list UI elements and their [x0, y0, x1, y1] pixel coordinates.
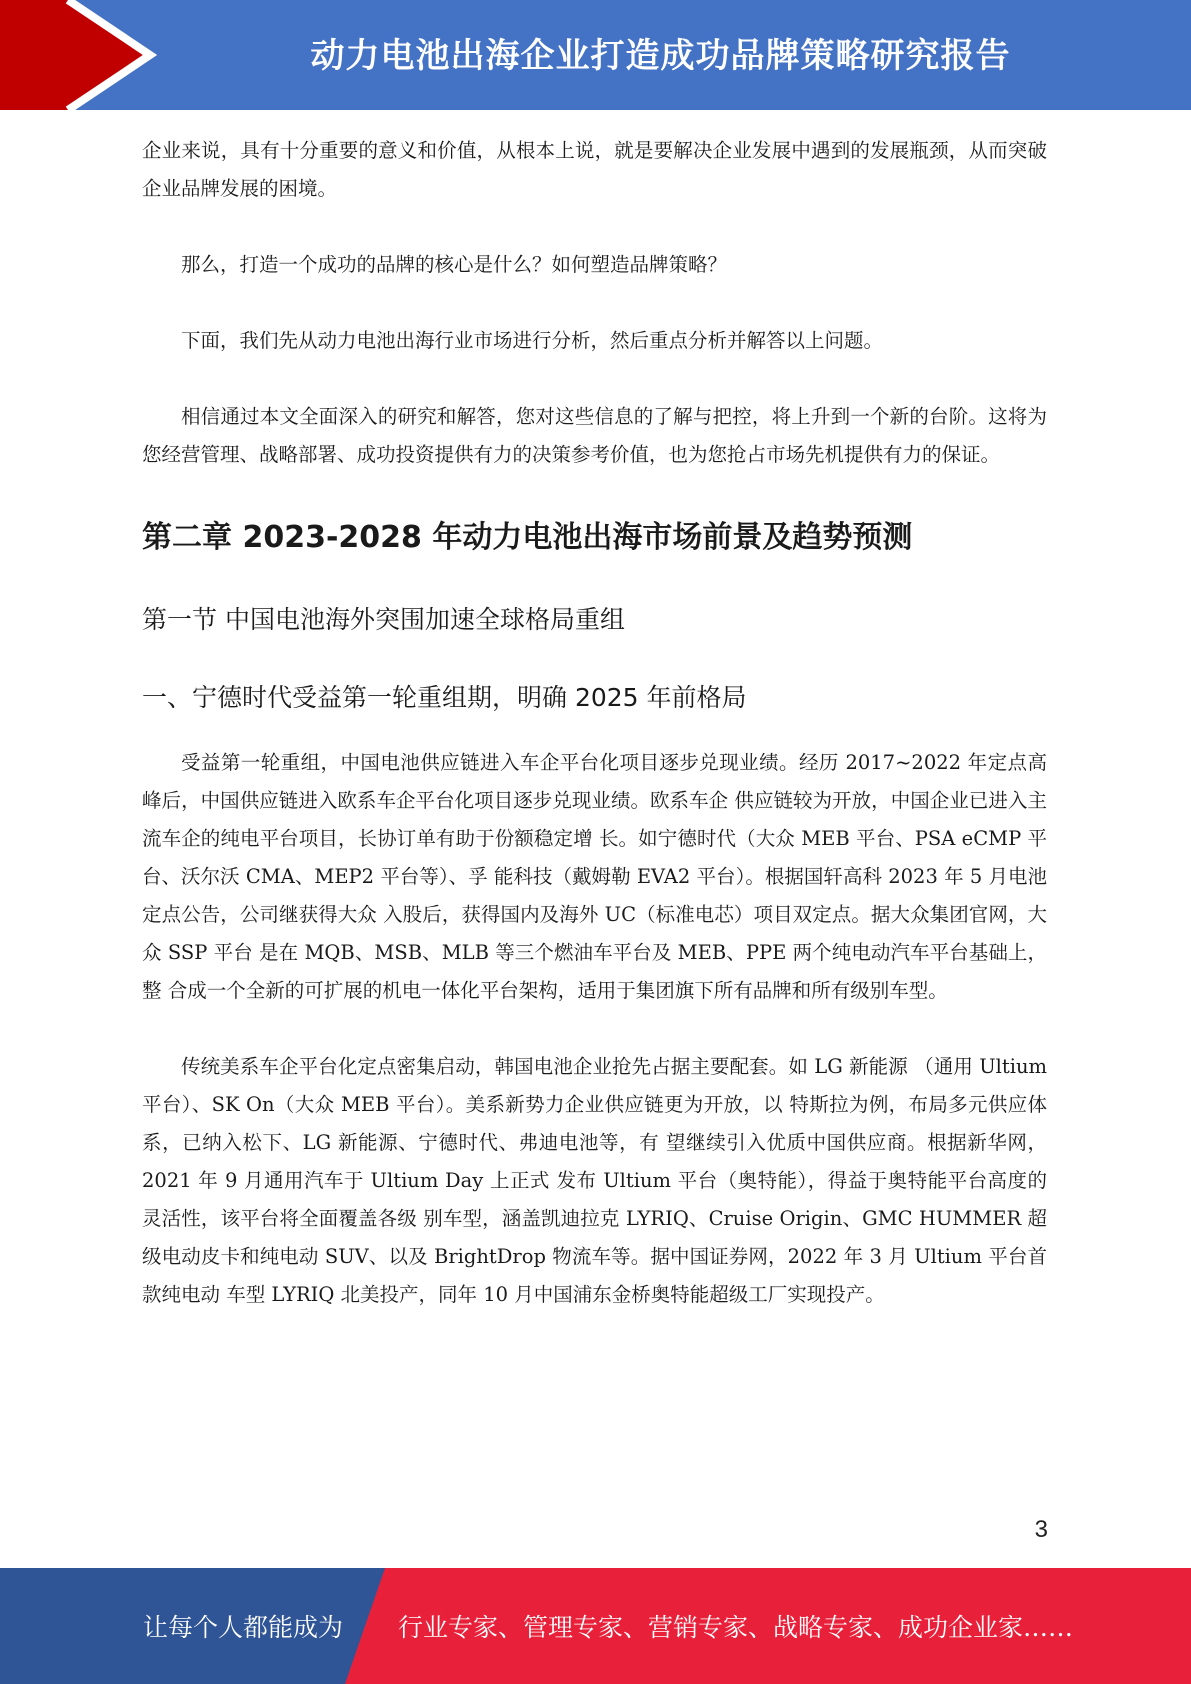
page-number: 3	[1034, 1516, 1048, 1543]
paragraph: 相信通过本文全面深入的研究和解答，您对这些信息的了解与把控，将上升到一个新的台阶。这将为您经营管理、战略部署、成功投资提供有力的决策参考价值，也为您抢占市场先机提供有力的保证。	[142, 405, 1047, 466]
paragraph: 受益第一轮重组，中国电池供应链进入车企平台化项目逐步兑现业绩。经历 2017~2022 年定点高峰后，中国供应链进入欧系车企平台化项目逐步兑现业绩。欧系车企 供应链较为开放，中国企业已进入主流车企的纯电平台项目，长协订单有助于份额稳定增 长。如宁德时代（大众 MEB 平台、PSA eCMP 平台、沃尔沃 CMA、MEP2 平台等）、孚 能科技（戴姆勒 EVA2 平台）。根据国轩高科 2023 年 5 月电池定点公告，公司继获得大众 入股后，获得国内及海外 UC（标准电芯）项目双定点。据大众集团官网，大众 SSP 平台 是在 MQB、MSB、MLB 等三个燃油车平台及 MEB、PPE 两个纯电动汽车平台基础上，整 合成一个全新的可扩展的机电一体化平台架构，适用于集团旗下所有品牌和所有级别车型。	[142, 751, 1047, 1002]
document-body	[142, 132, 1047, 1314]
page-header	[0, 0, 1191, 110]
paragraph: 那么，打造一个成功的品牌的核心是什么？如何塑造品牌策略？	[181, 253, 728, 276]
footer-slogan-right: 行业专家、管理专家、营销专家、战略专家、成功企业家……	[398, 1613, 1074, 1642]
paragraph: 下面，我们先从动力电池出海行业市场进行分析，然后重点分析并解答以上问题。	[181, 329, 884, 352]
chapter-title: 第二章 2023-2028 年动力电池出海市场前景及趋势预测	[142, 520, 913, 555]
page-footer	[0, 1568, 1191, 1684]
paragraph: 传统美系车企平台化定点密集启动，韩国电池企业抢先占据主要配套。如 LG 新能源 （通用 Ultium 平台）、SK On（大众 MEB 平台）。美系新势力企业供应链更为开放，以 特斯拉为例，布局多元供应体系，已纳入松下、LG 新能源、宁德时代、弗迪电池等，有 望继续引入优质中国供应商。根据新华网，2021 年 9 月通用汽车于 Ultium Day 上正式 发布 Ultium 平台（奥特能），得益于奥特能平台高度的灵活性，该平台将全面覆盖各级 别车型，涵盖凯迪拉克 LYRIQ、Cruise Origin、GMC HUMMER 超级电动皮卡和纯电动 SUV、以及 BrightDrop 物流车等。据中国证券网，2022 年 3 月 Ultium 平台首款纯电动 车型 LYRIQ 北美投产，同年 10 月中国浦东金桥奥特能超级工厂实现投产。	[142, 1055, 1047, 1306]
section-title: 第一节 中国电池海外突围加速全球格局重组	[142, 605, 625, 634]
header-title: 动力电池出海企业打造成功品牌策略研究报告	[310, 36, 1011, 76]
paragraph: 企业来说，具有十分重要的意义和价值，从根本上说，就是要解决企业发展中遇到的发展瓶颈，从而突破企业品牌发展的困境。	[142, 139, 1047, 200]
footer-slogan-left: 让每个人都能成为	[143, 1613, 344, 1642]
subsection-title: 一、宁德时代受益第一轮重组期，明确 2025 年前格局	[142, 683, 747, 712]
